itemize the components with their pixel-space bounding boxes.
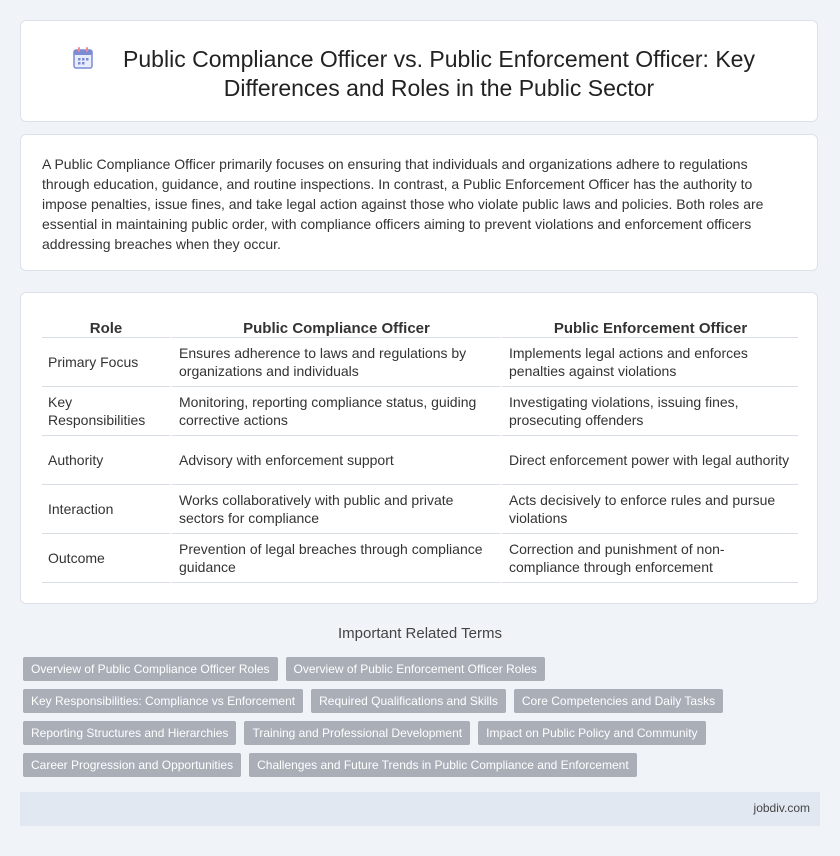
compliance-cell: Advisory with enforcement support <box>170 436 500 485</box>
related-term-tag[interactable]: Reporting Structures and Hierarchies <box>23 721 236 745</box>
comparison-table <box>42 315 798 583</box>
related-term-tag[interactable]: Overview of Public Enforcement Officer Roles <box>286 657 545 681</box>
header-card <box>20 20 818 122</box>
related-term-tag[interactable]: Overview of Public Compliance Officer Roles <box>23 657 278 681</box>
row-label: Authority <box>42 436 170 485</box>
column-header-role: Role <box>42 315 170 338</box>
enforcement-cell: Direct enforcement power with legal authority <box>500 436 798 485</box>
table-row <box>42 338 798 387</box>
compliance-cell: Monitoring, reporting compliance status, guiding corrective actions <box>170 387 500 436</box>
compliance-cell: Prevention of legal breaches through compliance guidance <box>170 534 500 583</box>
row-label: Outcome <box>42 534 170 583</box>
enforcement-cell: Investigating violations, issuing fines, prosecuting offenders <box>500 387 798 436</box>
related-term-tag[interactable]: Training and Professional Development <box>244 721 470 745</box>
table-row <box>42 436 798 485</box>
column-header-enforcement: Public Enforcement Officer <box>500 315 798 338</box>
intro-card <box>20 134 818 271</box>
column-header-compliance: Public Compliance Officer <box>170 315 500 338</box>
footer-site-link[interactable]: jobdiv.com <box>753 801 810 815</box>
related-term-tag[interactable]: Challenges and Future Trends in Public Compliance and Enforcement <box>249 753 637 777</box>
row-label: Interaction <box>42 485 170 534</box>
related-term-tag[interactable]: Career Progression and Opportunities <box>23 753 241 777</box>
related-terms <box>23 657 813 785</box>
footer <box>20 792 820 826</box>
table-header-row <box>42 315 798 338</box>
related-terms-title: Important Related Terms <box>338 625 502 642</box>
row-label: Key Responsibilities <box>42 387 170 436</box>
related-term-tag[interactable]: Required Qualifications and Skills <box>311 689 506 713</box>
table-row <box>42 534 798 583</box>
comparison-table-card <box>20 292 818 604</box>
table-row <box>42 485 798 534</box>
table-row <box>42 387 798 436</box>
intro-paragraph: A Public Compliance Officer primarily focuses on ensuring that individuals and organizations adhere to regulations through education, guidance, and routine inspections. In contrast, a Public Enforcement Officer has the authority to impose penalties, issue fines, and take legal action against those who violate public laws and policies. Both roles are essential in maintaining public order, with compliance officers aiming to prevent violations and enforcement officers addressing breaches when they occur. <box>42 156 764 252</box>
row-label: Primary Focus <box>42 338 170 387</box>
related-term-tag[interactable]: Key Responsibilities: Compliance vs Enforcement <box>23 689 303 713</box>
related-term-tag[interactable]: Impact on Public Policy and Community <box>478 721 705 745</box>
enforcement-cell: Correction and punishment of non-compliance through enforcement <box>500 534 798 583</box>
compliance-cell: Works collaboratively with public and private sectors for compliance <box>170 485 500 534</box>
related-term-tag[interactable]: Core Competencies and Daily Tasks <box>514 689 723 713</box>
compliance-cell: Ensures adherence to laws and regulations by organizations and individuals <box>170 338 500 387</box>
enforcement-cell: Acts decisively to enforce rules and pursue violations <box>500 485 798 534</box>
enforcement-cell: Implements legal actions and enforces penalties against violations <box>500 338 798 387</box>
page-title: Public Compliance Officer vs. Public Enforcement Officer: Key Differences and Roles in the Public Sector <box>123 46 755 101</box>
